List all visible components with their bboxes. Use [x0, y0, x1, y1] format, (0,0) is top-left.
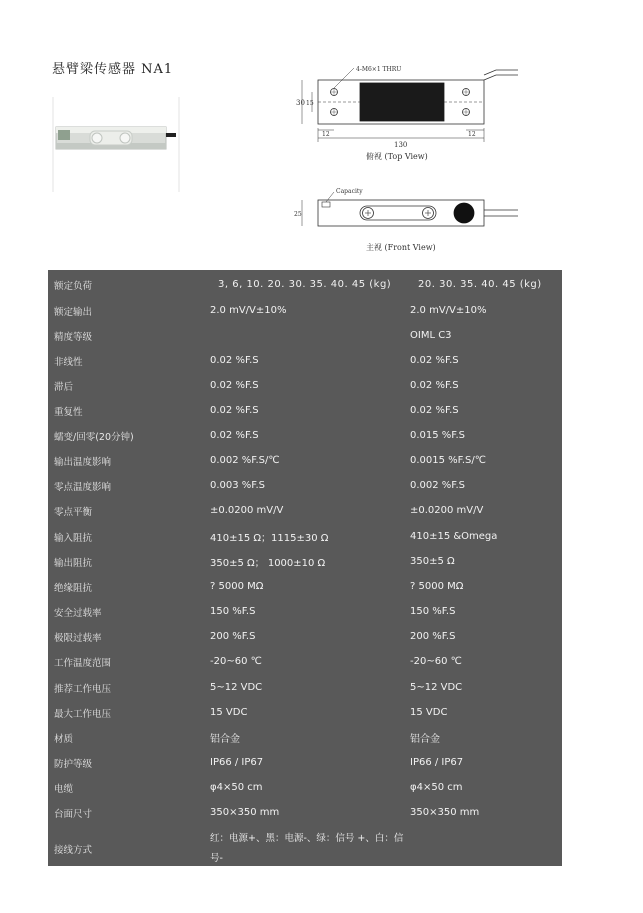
row-label: 输入阻抗	[54, 532, 93, 544]
row-value-col2: 0.015 %F.S	[410, 430, 465, 442]
row-value-col2: 2.0 mV/V±10%	[410, 305, 487, 317]
row-value-col1: 150 %F.S	[210, 606, 256, 618]
row-value-col1: 0.02 %F.S	[210, 380, 259, 392]
row-value-col1: ? 5000 MΩ	[210, 581, 264, 593]
row-value-col1: 410±15 Ω；1115±30 Ω	[210, 533, 329, 545]
row-value-col2: 0.02 %F.S	[410, 405, 459, 417]
row-label: 额定负荷	[54, 280, 93, 292]
row-label: 蠕变/回零(20分钟)	[54, 431, 134, 443]
table-row	[48, 599, 562, 624]
table-row	[48, 423, 562, 448]
table-row	[48, 272, 562, 297]
row-label: 极限过载率	[54, 632, 102, 644]
page-title: 悬臂梁传感器 NA1	[52, 62, 174, 77]
row-value-col2: 铝合金	[410, 734, 440, 746]
table-row	[48, 750, 562, 775]
row-label: 精度等级	[54, 331, 93, 343]
row-value-col2: 350±5 Ω	[410, 556, 455, 568]
table-row	[48, 448, 562, 473]
row-label: 接线方式	[54, 845, 93, 856]
table-row	[48, 624, 562, 649]
dim-30: 30	[296, 99, 305, 107]
table-row	[48, 524, 562, 549]
row-value-col1: ±0.0200 mV/V	[210, 505, 284, 517]
row-label: 安全过载率	[54, 607, 102, 619]
row-value-col1: 红：电源+、黑：电源-、绿：信号 +、白：信号-	[210, 833, 404, 864]
row-value-col1: 0.002 %F.S/℃	[210, 455, 280, 467]
row-value-col2: 5~12 VDC	[410, 682, 463, 694]
row-label: 额定输出	[54, 306, 93, 318]
row-value-col1: 3, 6, 10. 20. 30. 35. 40. 45 (kg)	[218, 279, 392, 291]
row-label: 重复性	[54, 406, 83, 418]
row-value-col2: ±0.0200 mV/V	[410, 505, 484, 517]
row-value-col1: φ4×50 cm	[210, 782, 263, 794]
table-row	[48, 398, 562, 423]
row-value-col2: ? 5000 MΩ	[410, 581, 464, 593]
row-value-col2: 0.0015 %F.S/℃	[410, 455, 486, 467]
table-row	[48, 700, 562, 725]
table-row	[48, 549, 562, 574]
front-view	[302, 192, 518, 226]
load-cell-photo	[52, 97, 180, 192]
row-label: 工作温度范围	[54, 657, 112, 669]
row-value-col2: 20. 30. 35. 40. 45 (kg)	[418, 279, 542, 291]
table-row	[48, 725, 562, 750]
row-label: 推荐工作电压	[54, 683, 112, 695]
top-view-caption: 俯视 (Top View)	[366, 152, 428, 161]
row-value-col1: 200 %F.S	[210, 631, 256, 643]
row-label: 台面尺寸	[54, 808, 93, 820]
row-value-col2: OIML C3	[410, 330, 452, 342]
row-value-col2: 0.02 %F.S	[410, 355, 459, 367]
row-value-col1: -20~60 ℃	[210, 656, 262, 668]
row-value-col1: 2.0 mV/V±10%	[210, 305, 287, 317]
row-value-col2: 200 %F.S	[410, 631, 456, 643]
row-label: 防护等级	[54, 758, 93, 770]
row-value-col1: 铝合金	[210, 734, 240, 746]
row-label: 输出温度影响	[54, 456, 112, 468]
top-view	[302, 68, 518, 142]
dim-25: 25	[294, 211, 302, 218]
table-row	[48, 473, 562, 498]
row-value-col2: 0.002 %F.S	[410, 480, 465, 492]
row-value-col1: 5~12 VDC	[210, 682, 263, 694]
row-label: 电缆	[54, 783, 74, 795]
spec-table	[48, 270, 562, 866]
row-value-col1: 350±5 Ω； 1000±10 Ω	[210, 558, 326, 570]
table-row	[48, 323, 562, 348]
row-value-col1: 15 VDC	[210, 707, 248, 719]
table-row	[48, 298, 562, 323]
row-value-col2: 0.02 %F.S	[410, 380, 459, 392]
row-label: 绝缘阻抗	[54, 582, 93, 594]
row-value-col2: 15 VDC	[410, 707, 448, 719]
table-row	[48, 675, 562, 700]
table-row	[48, 826, 562, 872]
technical-drawing	[282, 58, 532, 258]
dim-12-right: 12	[468, 131, 476, 138]
front-view-caption: 主视 (Front View)	[366, 243, 436, 252]
table-row	[48, 498, 562, 523]
row-value-col2: 150 %F.S	[410, 606, 456, 618]
row-label: 非线性	[54, 356, 83, 368]
row-label: 材质	[54, 733, 74, 745]
table-row	[48, 373, 562, 398]
row-value-col1: IP66 / IP67	[210, 757, 264, 769]
table-row	[48, 800, 562, 825]
row-label: 零点温度影响	[54, 481, 112, 493]
hole-note: 4-M6×1 THRU	[356, 66, 402, 73]
row-label: 滞后	[54, 381, 74, 393]
row-value-col2: 410±15 &Omega	[410, 531, 498, 543]
row-value-col1: 0.02 %F.S	[210, 405, 259, 417]
dim-12-left: 12	[322, 131, 330, 138]
row-value-col1: 0.02 %F.S	[210, 355, 259, 367]
row-label: 输出阻抗	[54, 557, 93, 569]
dim-130: 130	[394, 141, 408, 149]
row-value-col2: φ4×50 cm	[410, 782, 463, 794]
row-value-col2: IP66 / IP67	[410, 757, 464, 769]
row-value-col1: 0.02 %F.S	[210, 430, 259, 442]
dim-15: 15	[306, 100, 314, 107]
row-value-col2: -20~60 ℃	[410, 656, 462, 668]
row-value-col1: 350×350 mm	[210, 807, 280, 819]
table-row	[48, 649, 562, 674]
capacity-label: Capacity	[336, 188, 363, 195]
table-row	[48, 574, 562, 599]
row-value-col1: 0.003 %F.S	[210, 480, 265, 492]
row-value-col2: 350×350 mm	[410, 807, 480, 819]
row-label: 零点平衡	[54, 506, 93, 518]
table-row	[48, 775, 562, 800]
row-label: 最大工作电压	[54, 708, 112, 720]
table-row	[48, 348, 562, 373]
